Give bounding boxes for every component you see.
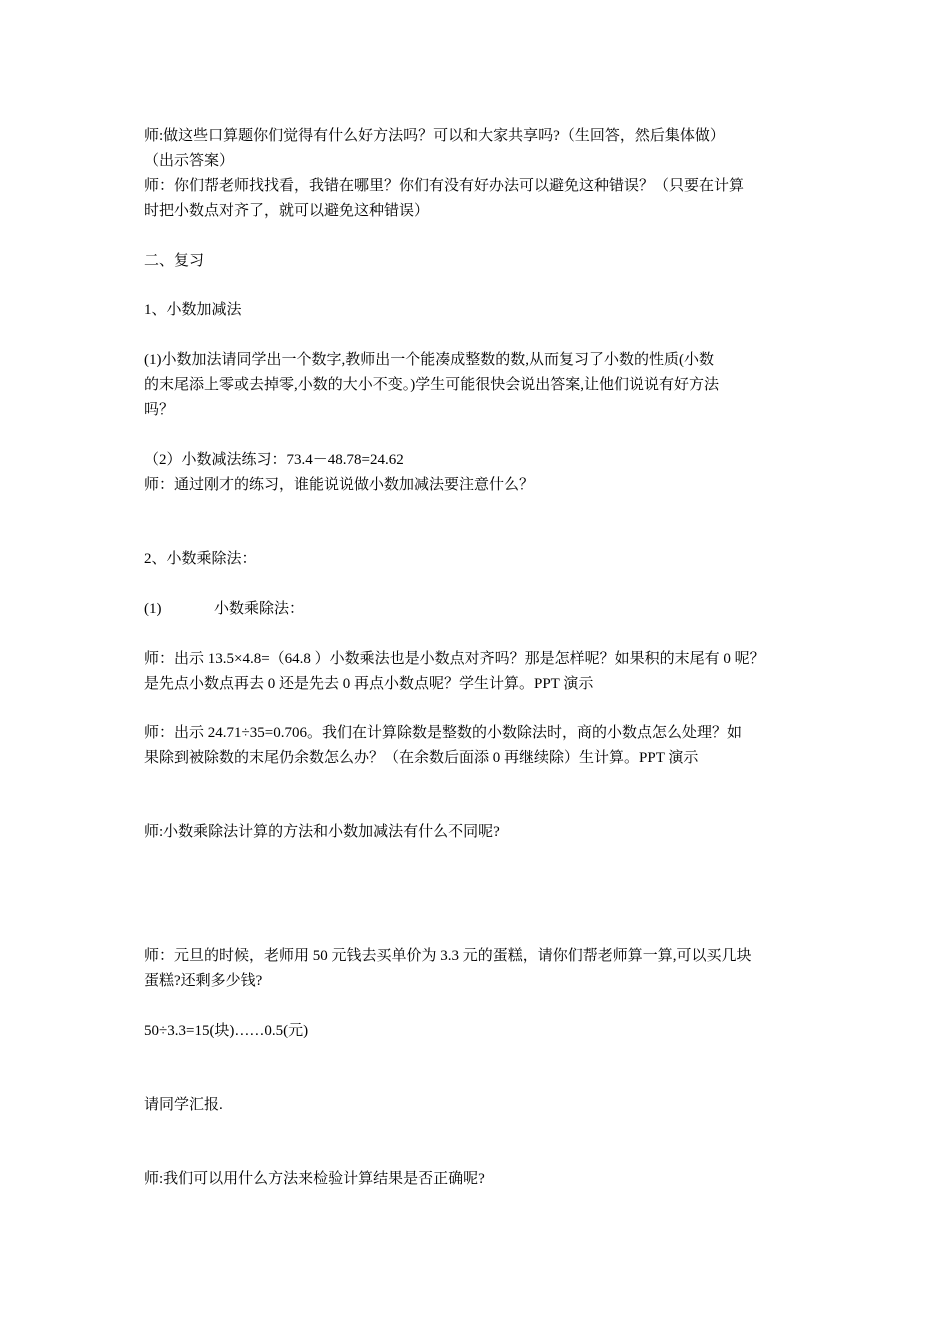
equation-cake-answer: 50÷3.3=15(块)……0.5(元) [144, 1023, 309, 1039]
paragraph-difference-question: 师:小数乘除法计算的方法和小数加减法有什么不同呢? [144, 824, 500, 840]
paragraph-division-line1: 师：出示 24.71÷35=0.706。我们在计算除数是整数的小数除法时，商的小数点怎么处理？如 [144, 725, 742, 741]
paragraph-find-error-line1: 师：你们帮老师找找看，我错在哪里？你们有没有好办法可以避免这种错误？（只要在计算 [144, 178, 745, 194]
paragraph-subtraction-line2: 师：通过刚才的练习，谁能说说做小数加减法要注意什么？ [144, 477, 535, 493]
paragraph-addition-line2: 的末尾添上零或去掉零,小数的大小不变。)学生可能很快会说出答案,让他们说说有好方法 [144, 377, 719, 393]
paragraph-subtraction-line1: （2）小数减法练习：73.4－48.78=24.62 [144, 452, 404, 468]
section-heading-add-subtract: 1、小数加减法 [144, 302, 242, 318]
section-heading-review: 二、复习 [144, 253, 205, 269]
paragraph-check-method: 师:我们可以用什么方法来检验计算结果是否正确呢? [144, 1171, 485, 1187]
paragraph-division-line2: 果除到被除数的末尾仍余数怎么办？（在余数后面添 0 再继续除）生计算。PPT 演示 [144, 750, 699, 766]
paragraph-multiplication-line2: 是先点小数点再去 0 还是先去 0 再点小数点呢？学生计算。PPT 演示 [144, 676, 594, 692]
paragraph-method-question-line2: （出示答案） [144, 153, 235, 169]
subheading-number: (1) [144, 601, 162, 617]
section-heading-multiply-divide: 2、小数乘除法： [144, 551, 257, 567]
paragraph-method-question-line1: 师:做这些口算题你们觉得有什么好方法吗？可以和大家共享吗?（生回答，然后集体做） [144, 128, 725, 144]
paragraph-report: 请同学汇报. [144, 1097, 223, 1113]
paragraph-addition-line1: (1)小数加法请同学出一个数字,教师出一个能凑成整数的数,从而复习了小数的性质(小数 [144, 352, 714, 368]
subheading-text: 小数乘除法： [214, 601, 305, 617]
paragraph-cake-problem-line2: 蛋糕?还剩多少钱? [144, 973, 263, 989]
paragraph-multiplication-line1: 师：出示 13.5×4.8=（64.8 ）小数乘法也是小数点对齐吗？那是怎样呢？如果积的末尾有 0 呢？ [144, 651, 765, 667]
subheading-multiply-divide [144, 597, 824, 621]
paragraph-addition-line3: 吗？ [144, 402, 175, 418]
paragraph-cake-problem-line1: 师：元旦的时候，老师用 50 元钱去买单价为 3.3 元的蛋糕，请你们帮老师算一算,可以买几块 [144, 948, 752, 964]
paragraph-find-error-line2: 时把小数点对齐了，就可以避免这种错误） [144, 203, 430, 219]
